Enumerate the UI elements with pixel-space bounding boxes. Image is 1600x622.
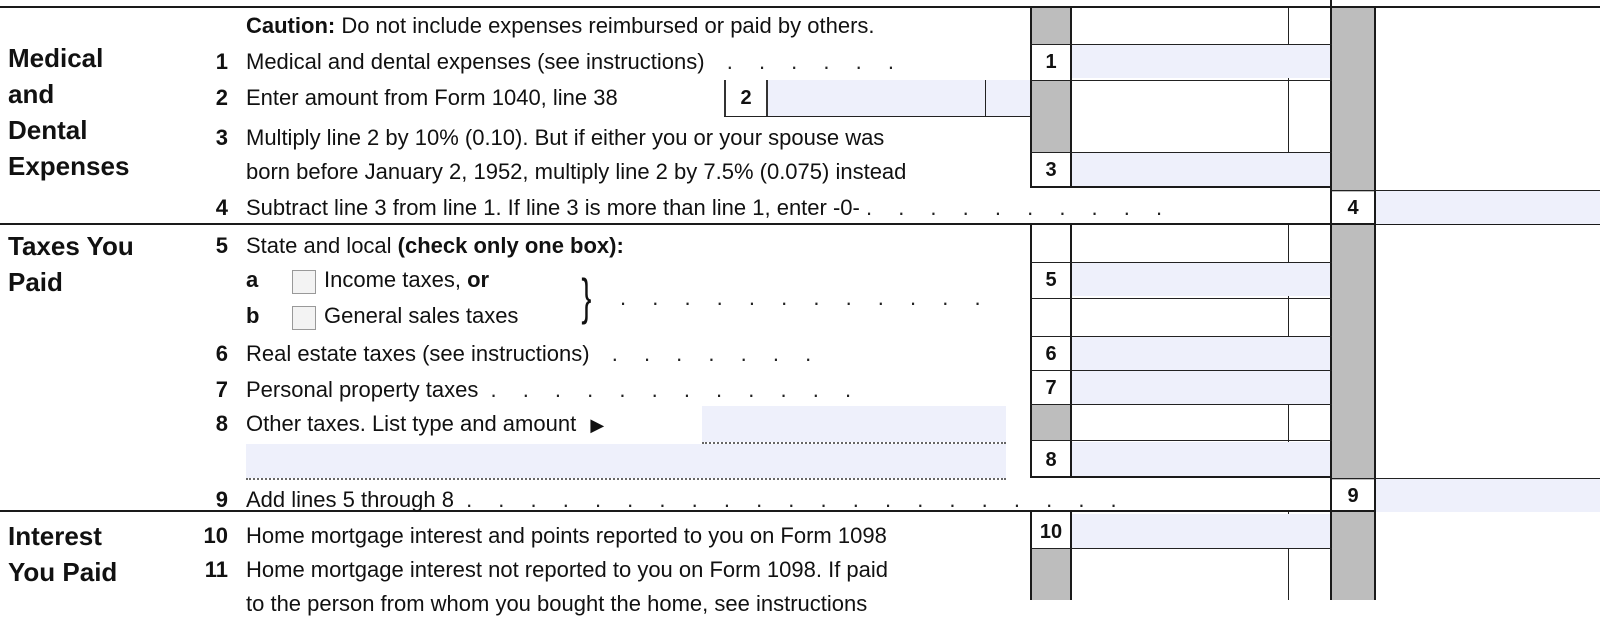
line1-label: Medical and dental expenses (see instructions)	[246, 49, 705, 74]
income-taxes-checkbox[interactable]	[292, 270, 316, 294]
line1-amount-field[interactable]	[1072, 44, 1330, 78]
box-number-10: 10	[1039, 521, 1063, 543]
row-rule-13	[1030, 548, 1332, 549]
row-rule-3b	[1030, 186, 1332, 188]
caution-label: Caution:	[246, 13, 336, 38]
line7-dots: . . . . . . . . . . . .	[490, 377, 862, 402]
line4-amount-field[interactable]	[1376, 190, 1600, 224]
section-heading-interest: Interest You Paid	[8, 521, 118, 587]
line6-amount-field[interactable]	[1072, 336, 1330, 370]
box-number-8: 8	[1045, 449, 1057, 471]
box-number-1: 1	[1045, 51, 1057, 73]
line5a-or: or	[467, 267, 490, 292]
line5a-label: Income taxes,	[324, 267, 468, 292]
line8-amount-field[interactable]	[1072, 442, 1330, 476]
row-rule-9	[1030, 404, 1332, 405]
shade-col-left-l8	[1030, 404, 1072, 440]
line-number-6: 6	[215, 341, 228, 366]
line-number-3: 3	[215, 125, 228, 150]
line-number-1: 1	[215, 49, 228, 74]
row-rule-4	[1330, 190, 1600, 191]
shade-col-left-l2	[1030, 80, 1072, 152]
caution-note	[246, 8, 875, 44]
line5a-letter: a	[246, 267, 259, 292]
box-number-4: 4	[1347, 197, 1359, 219]
line9-label: Add lines 5 through 8	[246, 487, 454, 512]
line-number-8: 8	[215, 411, 228, 436]
line5-label: State and local	[246, 233, 398, 258]
line9-amount-field[interactable]	[1376, 478, 1600, 512]
line3-text-b: born before January 2, 1952, multiply line 2 by 7.5% (0.075) instead	[246, 159, 907, 184]
shade-col-right-b	[1332, 225, 1374, 480]
line8-label: Other taxes. List type and amount	[246, 411, 577, 436]
section-heading-medical: Medical and Dental Expenses	[8, 43, 130, 181]
row-rule-5	[1030, 262, 1332, 263]
line5-amount-field[interactable]	[1072, 262, 1330, 296]
box-number-6: 6	[1045, 343, 1057, 365]
line3-amount-field[interactable]	[1072, 152, 1330, 186]
row-rule-3	[1030, 152, 1332, 153]
line5-text	[246, 228, 624, 264]
line7-text	[246, 372, 861, 408]
caution-text: Do not include expenses reimbursed or paid by others.	[335, 13, 875, 38]
line8-text	[246, 406, 604, 443]
shade-col-right-a	[1332, 8, 1374, 192]
line-number-5: 5	[215, 233, 228, 258]
section-heading-taxes: Taxes You Paid	[8, 231, 134, 297]
line9-text	[246, 482, 1127, 518]
line3-text-a: Multiply line 2 by 10% (0.10). But if either you or your spouse was	[246, 125, 885, 150]
line2-cents-rule	[985, 80, 986, 116]
line2-amount-field[interactable]	[768, 80, 1030, 116]
line1-dots: . . . . . .	[726, 49, 904, 74]
line2-box-bottom	[724, 116, 1030, 117]
box-number-2: 2	[740, 87, 752, 109]
line-number-4: 4	[215, 195, 228, 220]
shade-col-left-top	[1030, 8, 1072, 44]
line10-text: Home mortgage interest and points reported to you on Form 1098	[246, 523, 887, 548]
box-number-9: 9	[1347, 485, 1359, 507]
line-number-2: 2	[215, 85, 228, 110]
line5-dots	[620, 280, 991, 316]
line5b-letter: b	[246, 303, 260, 328]
line10-amount-field[interactable]	[1072, 514, 1330, 548]
line-number-7: 7	[215, 377, 228, 402]
row-rule-11	[1030, 476, 1332, 478]
line4-text	[246, 190, 1172, 226]
row-rule-2	[1030, 80, 1332, 81]
shade-col-right-c	[1332, 512, 1374, 600]
line8-type-underline-b	[246, 478, 1006, 480]
row-rule-6	[1030, 298, 1332, 299]
row-rule-12	[1330, 478, 1600, 479]
line-number-10: 10	[203, 523, 228, 548]
line5b-text: General sales taxes	[324, 303, 519, 328]
line6-dots: . . . . . . .	[611, 341, 822, 366]
line5a-text	[324, 262, 489, 298]
box-number-7: 7	[1045, 377, 1057, 399]
line5-brace: }	[581, 269, 592, 325]
line6-label: Real estate taxes (see instructions)	[246, 341, 590, 366]
line5-dot-leader: . . . . . . . . . . . .	[620, 285, 991, 310]
row-rule-1	[1030, 44, 1332, 45]
line11-text-b: to the person from whom you bought the home, see instructions	[246, 591, 868, 616]
shade-col-left-l11	[1030, 548, 1072, 600]
line-number-11: 11	[204, 557, 228, 582]
col-rule-c	[1330, 0, 1332, 600]
line8-type-field-b[interactable]	[246, 444, 1006, 478]
line7-label: Personal property taxes	[246, 377, 479, 402]
line4-label: Subtract line 3 from line 1. If line 3 is more than line 1, enter -0-	[246, 195, 860, 220]
line5-bold: (check only one box):	[397, 233, 624, 258]
line9-dots: . . . . . . . . . . . . . . . . . . . . .	[466, 487, 1127, 512]
line2-text: Enter amount from Form 1040, line 38	[246, 85, 618, 110]
line6-text	[246, 336, 821, 372]
line11-text-a: Home mortgage interest not reported to you on Form 1098. If paid	[246, 557, 889, 582]
sales-taxes-checkbox[interactable]	[292, 306, 316, 330]
box-number-5: 5	[1045, 269, 1057, 291]
line4-dots: . . . . . . . . . .	[865, 195, 1173, 220]
row-rule-10	[1030, 440, 1332, 441]
row-rule-8	[1030, 370, 1332, 371]
arrow-right-icon: ▶	[590, 415, 605, 435]
line1-text	[246, 44, 904, 80]
line7-amount-field[interactable]	[1072, 370, 1330, 404]
row-rule-7	[1030, 336, 1332, 337]
line-number-9: 9	[215, 487, 228, 512]
box-number-3: 3	[1045, 159, 1057, 181]
line8-type-field-a[interactable]	[702, 406, 1006, 442]
